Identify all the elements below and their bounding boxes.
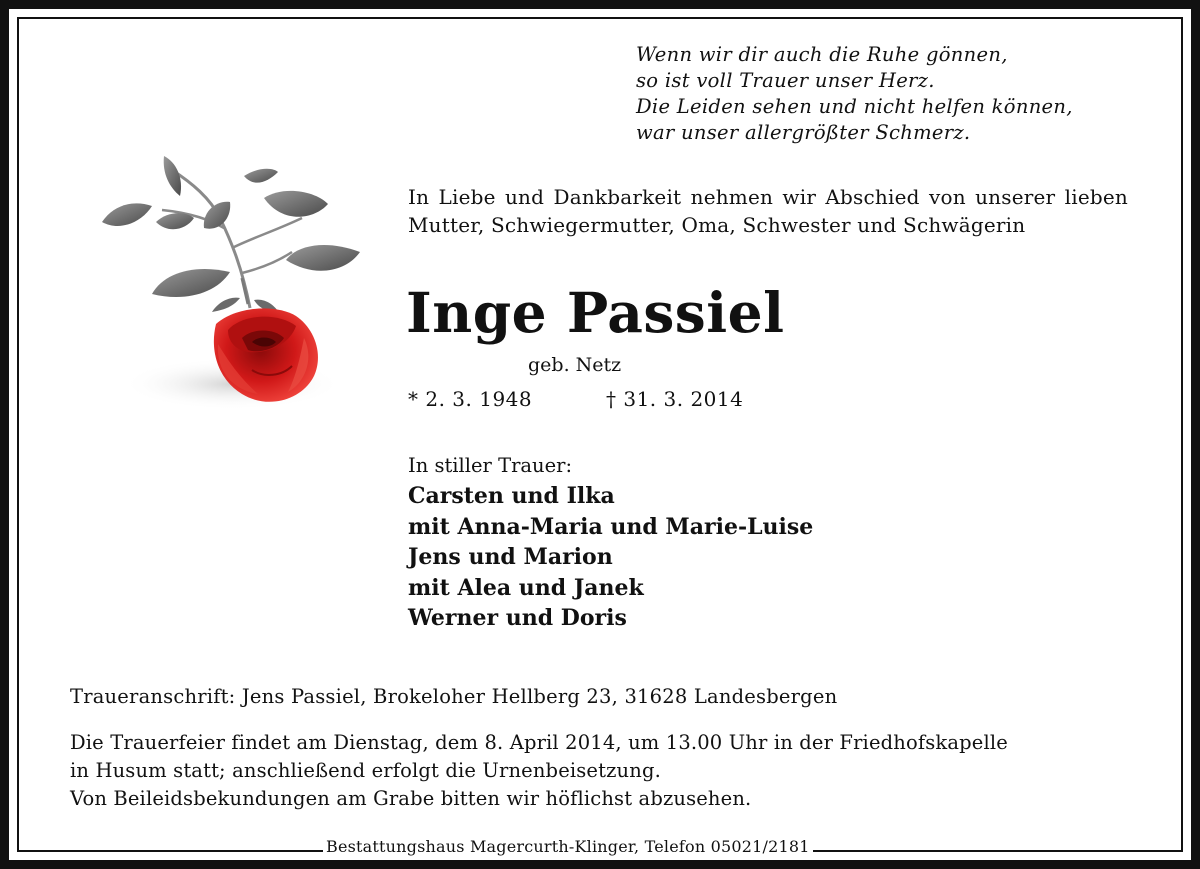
- intro-line: Schwägerin: [903, 213, 1026, 237]
- mourners-intro: In stiller Trauer:: [408, 454, 573, 477]
- mourning-address: Traueranschrift: Jens Passiel, Brokeloher Hellberg 23, 31628 Landesbergen: [70, 685, 838, 708]
- intro-line: lieben Mutter, Schwiegermutter, Oma, Schwester und: [408, 185, 1128, 237]
- poem-verse: [636, 42, 1156, 146]
- deceased-name: Inge Passiel: [406, 280, 785, 345]
- mourner-line: mit Anna-Maria und Marie-Luise: [408, 513, 814, 540]
- poem-line: war unser allergrößter Schmerz.: [636, 121, 971, 144]
- maiden-name: geb. Netz: [528, 354, 622, 376]
- mourner-line: Carsten und Ilka: [408, 483, 615, 509]
- funeral-home-footer: Bestattungshaus Magercurth-Klinger, Telefon 05021/2181: [323, 836, 813, 858]
- poem-line: Die Leiden sehen und nicht helfen können,: [636, 95, 1073, 118]
- poem-line: so ist voll Trauer unser Herz.: [636, 69, 935, 92]
- notice-line: Die Trauerfeier findet am Dienstag, dem 8. April 2014, um 13.00 Uhr in der Friedhofskapelle: [70, 731, 1008, 754]
- birth-date: * 2. 3. 1948: [408, 387, 533, 411]
- poem-line: Wenn wir dir auch die Ruhe gönnen,: [636, 43, 1008, 66]
- mourners-list: [408, 481, 813, 634]
- funeral-notice: [70, 729, 1140, 813]
- notice-line: in Husum statt; anschließend erfolgt die Urnenbeisetzung.: [70, 759, 661, 782]
- mourner-line: mit Alea und Janek: [408, 574, 644, 601]
- rose-icon: [92, 148, 372, 418]
- mourner-line: Jens und Marion: [408, 544, 613, 570]
- mourner-line: Werner und Doris: [408, 605, 627, 631]
- intro-line: In Liebe und Dankbarkeit nehmen wir Abschied von unserer: [408, 185, 1056, 209]
- death-date: † 31. 3. 2014: [606, 387, 744, 411]
- intro-text: [408, 183, 1128, 239]
- notice-line: Von Beileidsbekundungen am Grabe bitten wir höflichst abzusehen.: [70, 787, 752, 810]
